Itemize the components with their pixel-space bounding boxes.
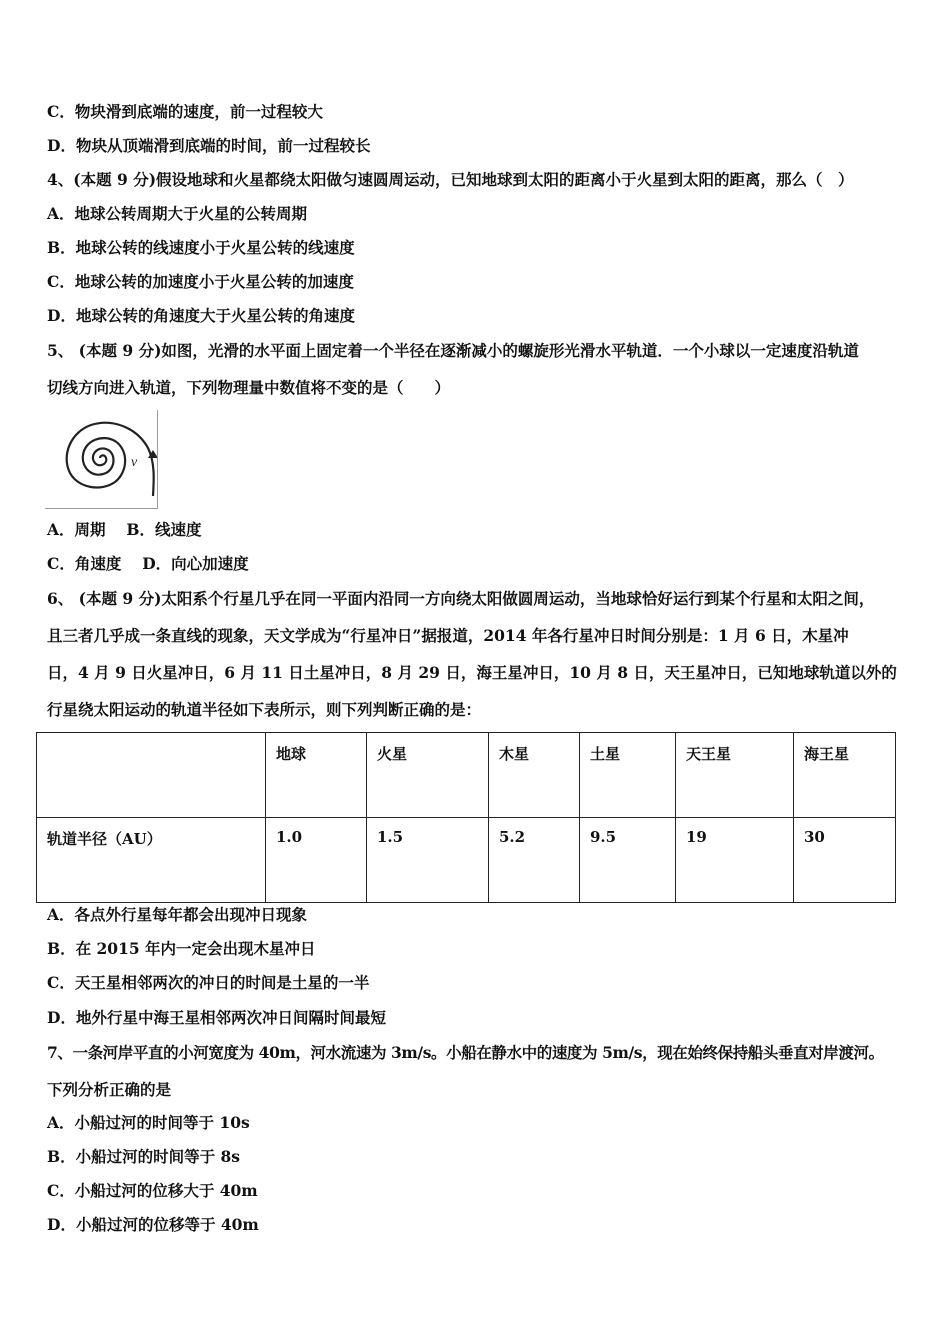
q6-option-b: B．在 2015 年内一定会出现木星冲日 [47, 939, 316, 958]
q5-stem-line1: 5、 (本题 9 分)如图，光滑的水平面上固定着一个半径在逐渐减小的螺旋形光滑水平轨道．一个小球以一定速度沿轨道 [47, 341, 859, 360]
q6-stem-line2: 且三者几乎成一条直线的现象，天文学成为“行星冲日”据报道，2014 年各行星冲日时间分别是：1 月 6 日，木星冲 [47, 626, 849, 645]
q6-stem-line3: 日，4 月 9 日火星冲日，6 月 11 日土星冲日，8 月 29 日，海王星冲日，10 月 8 日，天王星冲日，已知地球轨道以外的 [47, 663, 897, 682]
table-cell: 1.5 [367, 818, 489, 903]
q3-option-c: C．物块滑到底端的速度，前一过程较大 [47, 102, 323, 121]
q5-options-cd: C．角速度 D．向心加速度 [47, 554, 249, 573]
q4-option-c: C．地球公转的加速度小于火星公转的加速度 [47, 272, 354, 291]
spiral-track-figure [45, 410, 158, 509]
table-cell: 1.0 [266, 818, 367, 903]
q7-stem-line1: 7、一条河岸平直的小河宽度为 40m，河水流速为 3m/s。小船在静水中的速度为 5m/s，现在始终保持船头垂直对岸渡河。 [47, 1043, 884, 1062]
q5-stem-line2: 切线方向进入轨道，下列物理量中数值将不变的是（ ） [47, 378, 451, 397]
q4-option-d: D．地球公转的角速度大于火星公转的角速度 [47, 306, 355, 325]
q7-option-b: B．小船过河的时间等于 8s [47, 1147, 241, 1166]
q3-option-d: D．物块从顶端滑到底端的时间，前一过程较长 [47, 136, 371, 155]
spiral-icon [45, 410, 157, 508]
q6-option-c: C．天王星相邻两次的冲日的时间是土星的一半 [47, 973, 370, 992]
q7-option-c: C．小船过河的位移大于 40m [47, 1181, 258, 1200]
q6-stem-line1: 6、 (本题 9 分)太阳系个行星几乎在同一平面内沿同一方向绕太阳做圆周运动，当地球恰好运行到某个行星和太阳之间， [47, 589, 875, 608]
table-header-row [37, 733, 896, 818]
q6-option-d: D．地外行星中海王星相邻两次冲日间隔时间最短 [47, 1008, 386, 1027]
table-header-cell: 天王星 [676, 733, 794, 818]
table-header-cell: 土星 [580, 733, 676, 818]
q7-option-d: D．小船过河的位移等于 40m [47, 1215, 259, 1234]
table-cell: 9.5 [580, 818, 676, 903]
table-header-cell: 木星 [489, 733, 580, 818]
q4-option-a: A．地球公转周期大于火星的公转周期 [47, 204, 308, 223]
table-row [37, 818, 896, 903]
table-header-cell [37, 733, 266, 818]
q6-stem-line4: 行星绕太阳运动的轨道半径如下表所示，则下列判断正确的是： [47, 700, 482, 719]
table-cell: 轨道半径（AU） [37, 818, 266, 903]
table-cell: 5.2 [489, 818, 580, 903]
table-header-cell: 地球 [266, 733, 367, 818]
table-header-cell: 海王星 [794, 733, 896, 818]
q7-option-a: A．小船过河的时间等于 10s [47, 1113, 250, 1132]
q4-option-b: B．地球公转的线速度小于火星公转的线速度 [47, 238, 355, 257]
orbit-radius-table [36, 732, 896, 903]
table-cell: 19 [676, 818, 794, 903]
velocity-label: v [131, 455, 138, 470]
q5-options-ab: A．周期 B．线速度 [47, 520, 202, 539]
q7-stem-line2: 下列分析正确的是 [47, 1080, 172, 1099]
table-cell: 30 [794, 818, 896, 903]
table-header-cell: 火星 [367, 733, 489, 818]
q4-stem: 4、(本题 9 分)假设地球和火星都绕太阳做匀速圆周运动，已知地球到太阳的距离小于火星到太阳的距离，那么（ ） [47, 170, 854, 189]
q6-option-a: A．各点外行星每年都会出现冲日现象 [47, 905, 308, 924]
